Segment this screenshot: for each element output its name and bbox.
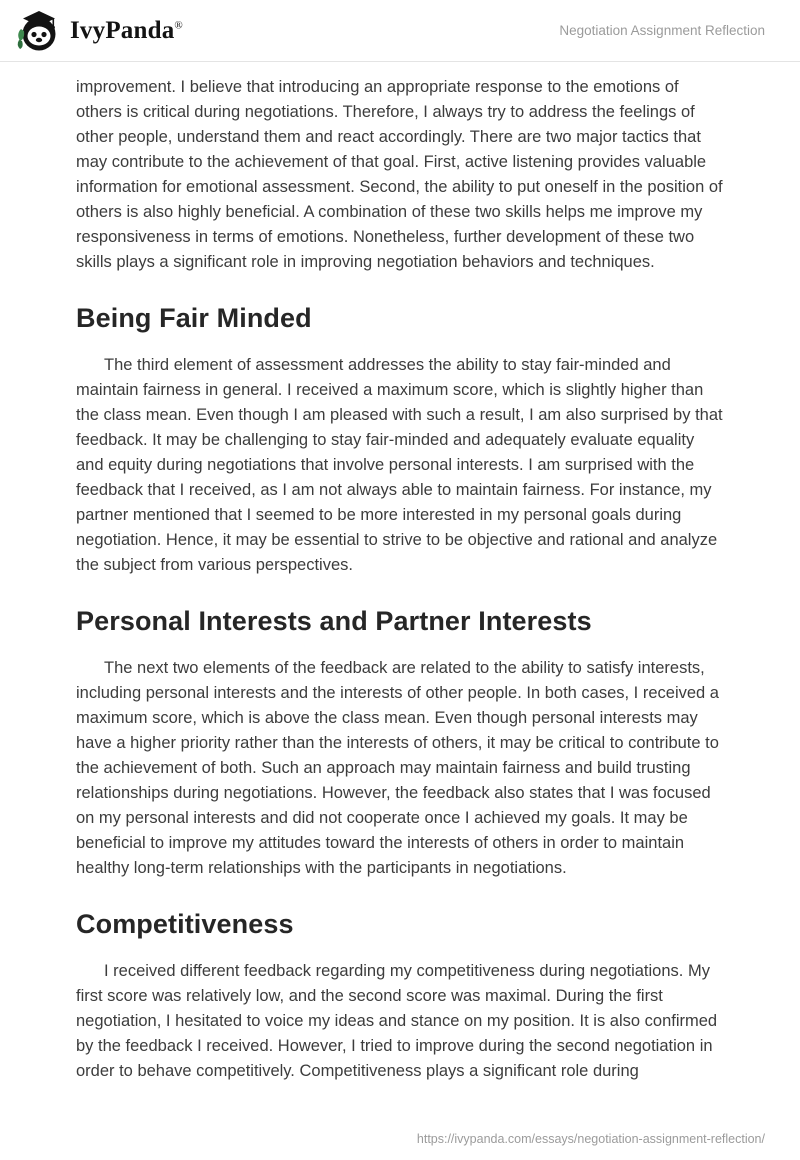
paragraph-fair-minded: The third element of assessment addresses the ability to stay fair-minded and maintain fairness in general. I received a maximum score, which is slightly higher than the class mean. Even though I am pleased with such a result, I am also surprised by that feedback. It may be challenging to stay fair-minded and adequately evaluate equality and equity during negotiations that involve personal interests. I am surprised with the feedback that I received, as I am not always able to maintain fairness. For instance, my partner mentioned that I seemed to be more interested in my personal goals during negotiation. Hence, it may be essential to strive to be objective and rational and analyze the subject from various perspectives. [76, 356, 723, 574]
registered-mark: ® [174, 19, 183, 32]
paragraph-intro: improvement. I believe that introducing an appropriate response to the emotions of others is critical during negotiations. Therefore, I always try to address the feelings of other people, understand them and react accordingly. There are two major tactics that may contribute to the achievement of that goal. First, active listening provides valuable information for emotional assessment. Second, the ability to put oneself in the position of others is also highly beneficial. A combination of these two skills helps me improve my responsiveness in terms of emotions. Nonetheless, further development of these two skills plays a significant role in improving negotiation behaviors and techniques. [76, 78, 723, 271]
section-heading-interests: Personal Interests and Partner Interests [76, 606, 592, 636]
ivypanda-logo-icon [16, 9, 60, 53]
section-heading-competitiveness: Competitiveness [76, 909, 294, 939]
paragraph-competitiveness: I received different feedback regarding my competitiveness during negotiations. My first score was relatively low, and the second score was maximal. During the first negotiation, I hesitated to voice my ideas and stance on my position. It is also confirmed by the feedback I received. However, I tried to improve during the second negotiation in order to behave competitively. Competitiveness plays a significant role during [76, 962, 718, 1080]
article-body [0, 62, 800, 1084]
paragraph-interests: The next two elements of the feedback are related to the ability to satisfy interests, including personal interests and the interests of other people. In both cases, I received a maximum score, which is above the class mean. Even though personal interests may have a higher priority rather than the interests of others, it may be critical to contribute to the achievement of both. Such an approach may maintain fairness and build trusting relationships during negotiations. However, the feedback also states that I was focused on my personal interests and did not cooperate once I achieved my goals. It may be beneficial to improve my attitudes toward the interests of others in order to maintain healthy long-term relationships with the participants in negotiations. [76, 659, 719, 877]
document-title: Negotiation Assignment Reflection [559, 23, 765, 38]
section-heading-fair-minded: Being Fair Minded [76, 303, 312, 333]
brand[interactable] [16, 9, 183, 53]
page-header [0, 0, 800, 62]
page-footer [0, 1130, 765, 1148]
brand-name: IvyPanda® [70, 16, 183, 44]
source-url[interactable]: https://ivypanda.com/essays/negotiation-assignment-reflection/ [416, 1132, 765, 1146]
